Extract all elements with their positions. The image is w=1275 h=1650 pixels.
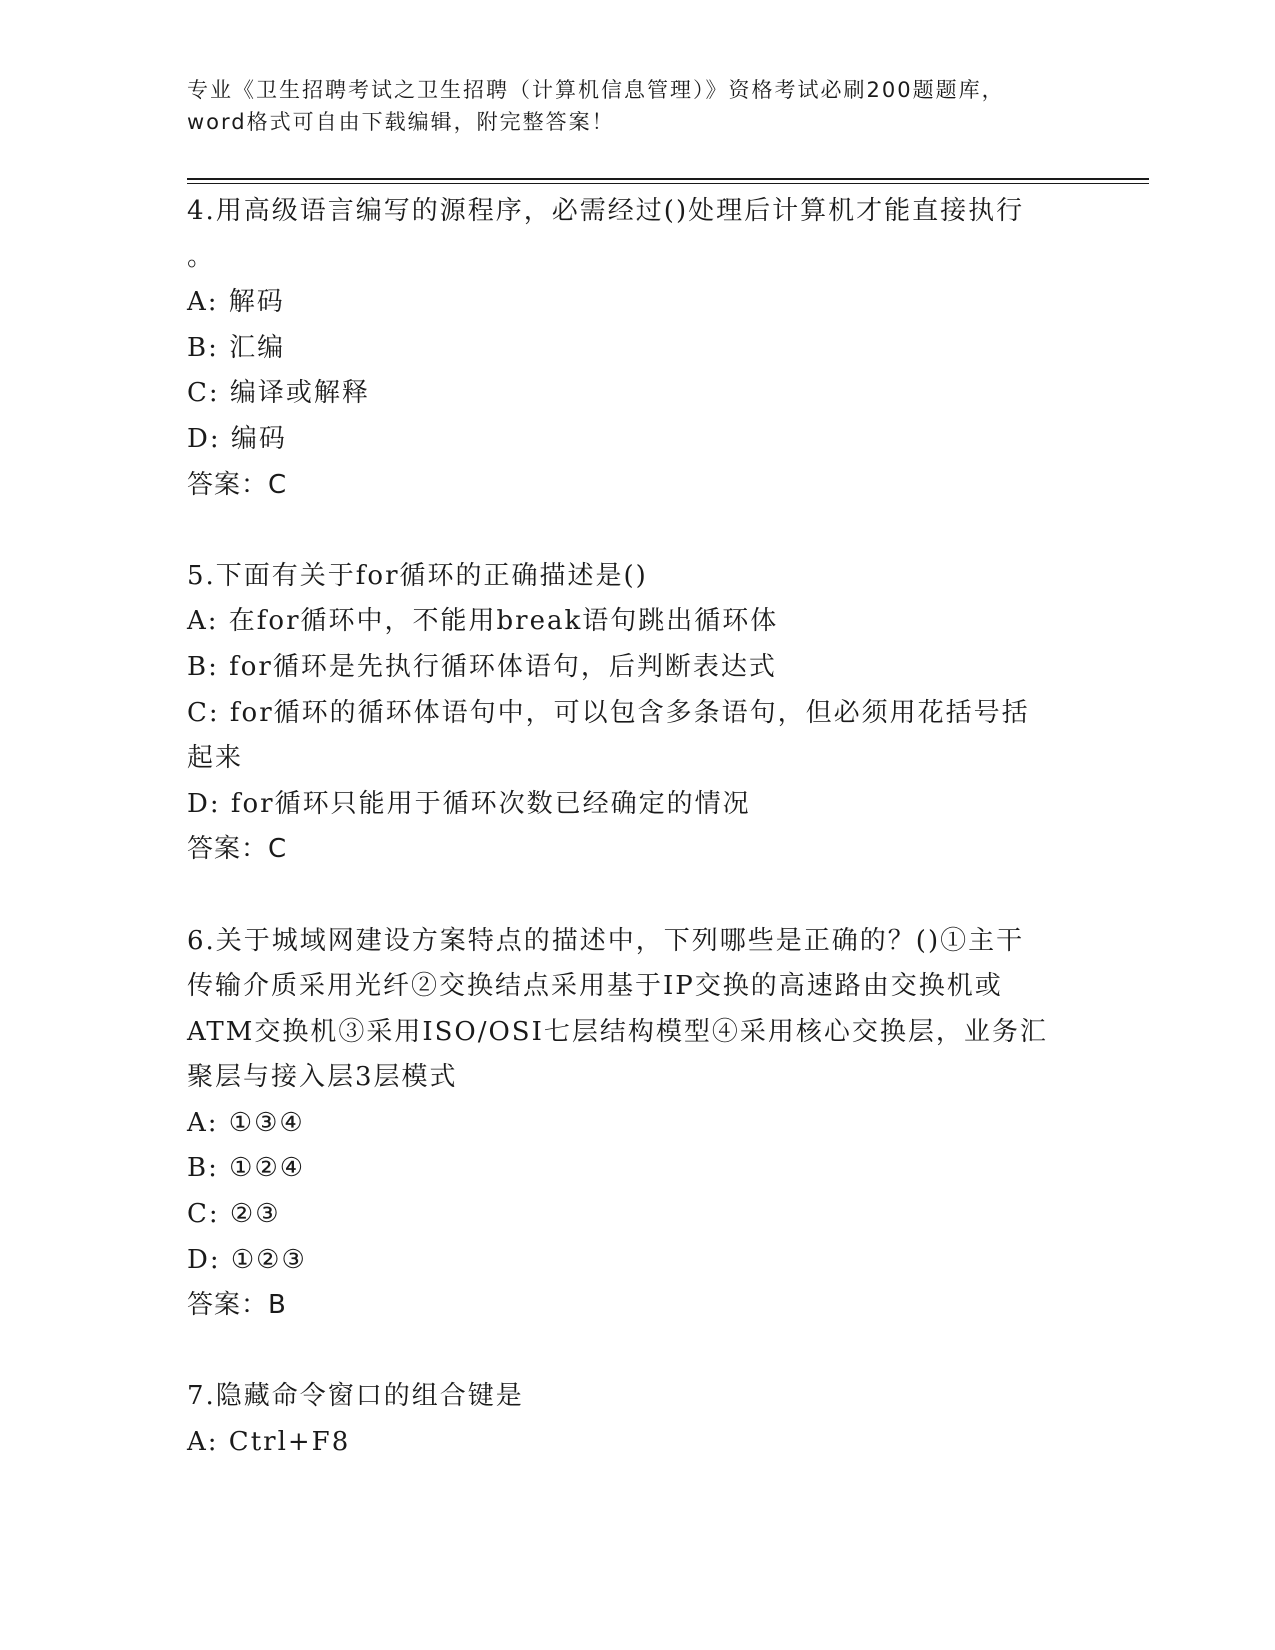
answer-line: 答案：B <box>187 1290 287 1321</box>
option-a: A: Ctrl+F8 <box>187 1427 351 1458</box>
header-divider-thin <box>187 183 1149 184</box>
header-line-2: word格式可自由下载编辑，附完整答案！ <box>187 110 615 134</box>
document-header <box>187 74 1087 138</box>
spacer <box>187 508 1067 554</box>
question-stem-line: 5.下面有关于for循环的正确描述是() <box>187 560 648 591</box>
question-stem-line: ATM交换机③采用ISO/OSI七层结构模型④采用核心交换层，业务汇 <box>187 1016 1048 1047</box>
option-b: B: 汇编 <box>187 332 286 363</box>
header-line-1: 专业《卫生招聘考试之卫生招聘（计算机信息管理）》资格考试必刷200题题库， <box>187 78 1005 102</box>
question-7 <box>187 1374 1067 1465</box>
option-d: D: ①②③ <box>187 1244 307 1275</box>
question-5 <box>187 554 1067 873</box>
option-d: D: for循环只能用于循环次数已经确定的情况 <box>187 788 751 819</box>
spacer <box>187 1329 1067 1375</box>
question-stem-line: 。 <box>187 241 216 272</box>
option-a: A: ①③④ <box>187 1107 305 1138</box>
question-list <box>187 189 1067 1466</box>
answer-line: 答案：C <box>187 469 288 500</box>
option-a: A: 解码 <box>187 287 285 318</box>
option-c-continued: 起来 <box>187 743 244 774</box>
question-stem-line: 传输介质采用光纤②交换结点采用基于IP交换的高速路由交换机或 <box>187 971 1003 1002</box>
question-4 <box>187 189 1067 508</box>
question-stem-line: 4.用高级语言编写的源程序，必需经过()处理后计算机才能直接执行 <box>187 196 1025 226</box>
question-stem-line: 7.隐藏命令窗口的组合键是 <box>187 1381 524 1412</box>
option-a: A: 在for循环中，不能用break语句跳出循环体 <box>187 606 779 637</box>
answer-line: 答案：C <box>187 834 288 865</box>
question-stem-line: 6.关于城域网建设方案特点的描述中，下列哪些是正确的？()①主干 <box>187 925 1025 956</box>
option-b: B: ①②④ <box>187 1153 306 1184</box>
spacer <box>187 873 1067 919</box>
option-d: D: 编码 <box>187 423 287 454</box>
question-6 <box>187 919 1067 1329</box>
option-c: C: for循环的循环体语句中，可以包含多条语句，但必须用花括号括 <box>187 697 1030 728</box>
header-divider-thick <box>187 178 1149 180</box>
question-stem-line: 聚层与接入层3层模式 <box>187 1062 458 1093</box>
option-c: C: 编译或解释 <box>187 378 370 409</box>
option-b: B: for循环是先执行循环体语句，后判断表达式 <box>187 651 777 682</box>
option-c: C: ②③ <box>187 1199 281 1230</box>
